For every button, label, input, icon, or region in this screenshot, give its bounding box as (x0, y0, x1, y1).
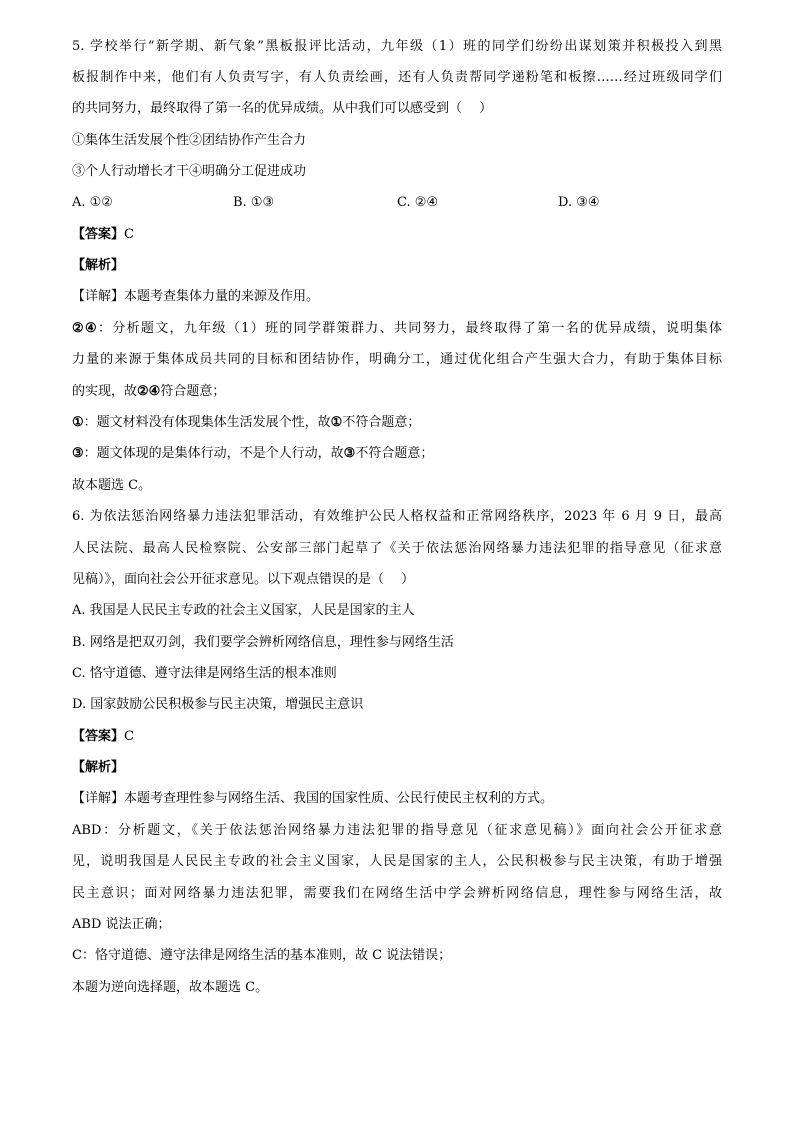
q5-statement-1: ①集体生活发展个性②团结协作产生合力 (72, 133, 307, 148)
q5-analysis-line-5 (72, 445, 722, 463)
q6-stem-line-1: 6. 为依法惩治网络暴力违法犯罪活动，有效维护公民人格权益和正常网络秩序，2023 年 6 月 9 日，最高 (72, 509, 722, 524)
q6-answer-label: 【答案】 (72, 729, 125, 744)
q5-answer-label: 【答案】 (72, 227, 125, 242)
q5-analysis-label: 【解析】 (72, 258, 125, 273)
q6-conclusion: 本题为逆向选择题，故本题选 C。 (72, 980, 269, 995)
q5-stem-line-3: 的共同努力，最终取得了第一名的优异成绩。从中我们可以感受到（ ） (72, 101, 493, 116)
q6-stem-line-3: 见稿）》，面向社会公开征求意见。以下观点错误的是（ ） (72, 572, 415, 587)
q6-answer-value: C (124, 729, 134, 744)
q5-conclusion: 故本题选 C。 (72, 478, 152, 493)
q6-analysis-line-1: ABD：分析题文，《关于依法惩治网络暴力违法犯罪的指导意见（征求意见稿）》面向社会公开征求意 (72, 823, 722, 838)
q6-analysis-line-3: 民主意识；面对网络暴力违法犯罪，需要我们在网络生活中学会辨析网络信息，理性参与网络生活，故 (72, 886, 722, 901)
q5-analysis-line-2: 力量的来源于集体成员共同的目标和团结协作，明确分工，通过优化组合产生强大合力，有助于集体目标 (72, 352, 722, 367)
q6-analysis-line-2: 见，说明我国是人民民主专政的社会主义国家，人民是国家的主人，公民积极参与民主决策，有助于增强 (72, 854, 722, 869)
q5-p1-l3-post: 符合题意； (160, 384, 226, 399)
q5-analysis-line-3 (72, 383, 722, 401)
q6-analysis-line-4: ABD 说法正确； (72, 917, 171, 932)
q5-stem-line-1: 5. 学校举行“新学期、新气象”黑板报评比活动，九年级（1）班的同学们纷纷出谋划策并积极投入到黑 (72, 39, 722, 54)
q5-p3-post: 不符合题意； (355, 446, 434, 461)
q5-analysis-line-4 (72, 414, 722, 432)
q5-detail: 【详解】本题考查集体力量的来源及作用。 (72, 289, 320, 304)
q5-answer-value: C (124, 227, 134, 242)
q5-option-c: C. ②④ (397, 195, 439, 210)
q5-p1-l3-pre: 的实现，故 (72, 384, 138, 399)
q6-stem-line-2: 人民法院、最高人民检察院、公安部三部门起草了《关于依法惩治网络暴力违法犯罪的指导意见（征求意 (72, 541, 722, 556)
q6-answer (72, 728, 722, 746)
q6-option-b: B. 网络是把双刃剑，我们要学会辨析网络信息，理性参与网络生活 (72, 635, 454, 650)
q5-stem-line-2: 板报制作中来，他们有人负责写字，有人负责绘画，还有人负责帮同学递粉笔和板擦……经过班级同学们 (72, 70, 722, 85)
q5-p2-tag2: ① (330, 415, 343, 430)
q5-option-d: D. ③④ (558, 195, 600, 210)
q6-option-a: A. 我国是人民民主专政的社会主义国家，人民是国家的主人 (72, 603, 415, 618)
q6-detail: 【详解】本题考查理性参与网络生活、我国的国家性质、公民行使民主权利的方式。 (72, 791, 554, 806)
q5-p3-tag2: ③ (343, 446, 356, 461)
q5-option-a: A. ①② (72, 195, 113, 210)
q5-answer (72, 226, 722, 244)
q5-p1-text: ：分析题文，九年级（1）班的同学群策群力、共同努力，最终取得了第一名的优异成绩，说明集体 (97, 321, 722, 336)
q5-option-b: B. ①③ (233, 195, 275, 210)
q5-statement-2: ③个人行动增长才干④明确分工促进成功 (72, 164, 307, 179)
q5-p3-tag: ③ (72, 446, 84, 461)
q5-p2-tag: ① (72, 415, 84, 430)
q5-p1-l3-tag: ②④ (137, 384, 161, 399)
q5-p2-post: 不符合题意； (342, 415, 421, 430)
q6-analysis-line-5: C：恪守道德、遵守法律是网络生活的基本准则，故 C 说法错误； (72, 948, 452, 963)
q6-option-d: D. 国家鼓励公民积极参与民主决策，增强民主意识 (72, 697, 364, 712)
q5-options (72, 194, 722, 212)
q5-p1-tag: ②④ (72, 321, 98, 336)
q5-p3-pre: ：题文体现的是集体行动，不是个人行动，故 (83, 446, 344, 461)
q5-analysis-line-1 (72, 320, 722, 338)
q6-analysis-label: 【解析】 (72, 760, 125, 775)
q6-option-c: C. 恪守道德、遵守法律是网络生活的根本准则 (72, 666, 337, 681)
q5-p2-pre: ：题文材料没有体现集体生活发展个性，故 (83, 415, 331, 430)
